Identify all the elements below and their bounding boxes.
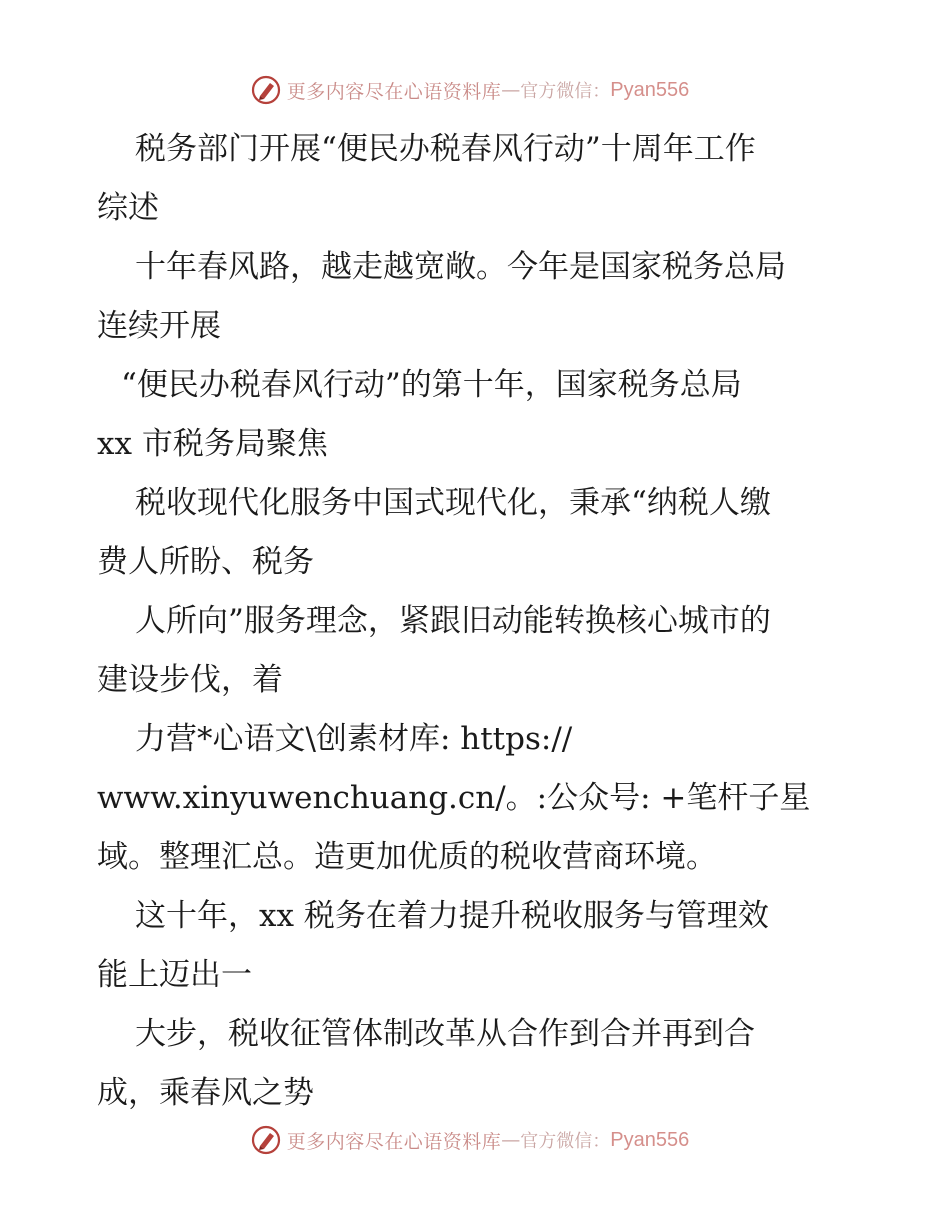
paragraph-line: 这十年，xx 税务在着力提升税收服务与管理效 <box>135 898 769 934</box>
paragraph-line: “便民办税春风行动”的第十年，国家税务总局 <box>121 367 742 403</box>
paragraph-line: 连续开展 <box>97 308 221 344</box>
paragraph-line: 大步，税收征管体制改革从合作到合并再到合 <box>135 1016 755 1052</box>
footer-watermark-banner <box>0 1120 950 1160</box>
banner-wechat-id: Pyan556 <box>610 1128 690 1151</box>
document-title-line: 税务部门开展“便民办税春风行动”十周年工作 <box>135 131 756 167</box>
pen-logo-icon <box>251 75 281 105</box>
banner-brand-text: 更多内容尽在心语资料库 <box>286 80 502 103</box>
banner-wechat-id: Pyan556 <box>610 78 690 101</box>
paragraph-line: 十年春风路，越走越宽敞。今年是国家税务总局 <box>135 249 786 285</box>
banner-wechat-label: 官方微信： <box>520 1131 611 1152</box>
document-body <box>97 120 857 1123</box>
banner-separator: — <box>501 1129 521 1151</box>
paragraph-line: 建设步伐，着 <box>97 662 283 698</box>
header-watermark-banner <box>0 70 950 110</box>
banner-separator: — <box>501 79 521 101</box>
paragraph-line: xx 市税务局聚焦 <box>97 426 328 462</box>
paragraph-line: 费人所盼、税务 <box>97 544 314 580</box>
paragraph-line: 能上迈出一 <box>97 957 252 993</box>
paragraph-line: 域。整理汇总。造更加优质的税收营商环境。 <box>97 839 717 875</box>
banner-wechat-label: 官方微信： <box>520 81 611 102</box>
paragraph-line: 税收现代化服务中国式现代化，秉承“纳税人缴 <box>135 485 771 521</box>
banner-brand-text: 更多内容尽在心语资料库 <box>286 1130 502 1153</box>
paragraph-line: 人所向”服务理念，紧跟旧动能转换核心城市的 <box>135 603 771 639</box>
paragraph-line: 力营*心语文\创素材库: https:// <box>135 721 573 757</box>
pen-logo-icon <box>251 1125 281 1155</box>
paragraph-line: www.xinyuwenchuang.cn/。:公众号: +笔杆子星 <box>97 780 811 816</box>
paragraph-line: 成，乘春风之势 <box>97 1075 314 1111</box>
document-title-line: 综述 <box>97 190 159 226</box>
